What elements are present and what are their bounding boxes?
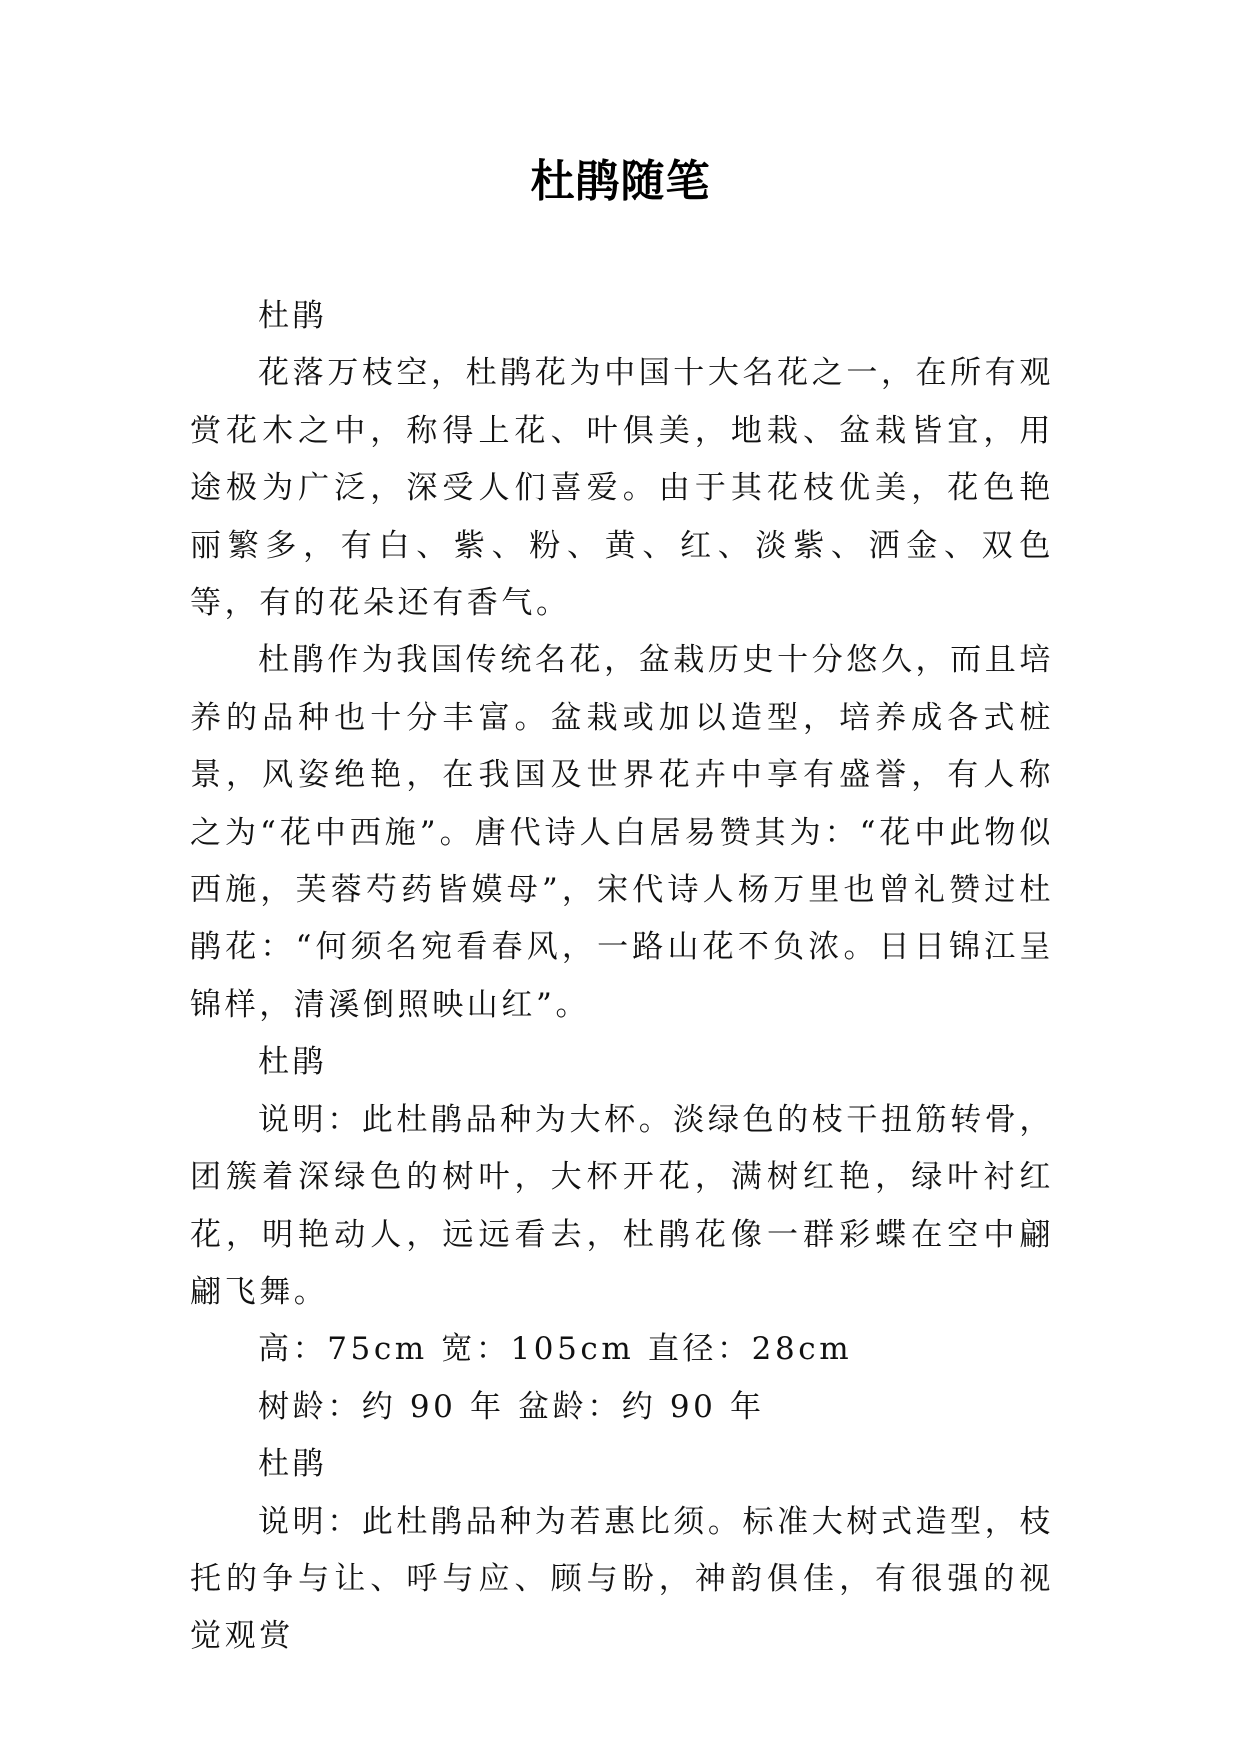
section-heading: 杜鹃 [258,298,328,334]
document-body [190,288,1054,1666]
description-paragraph: 说明：此杜鹃品种为大杯。淡绿色的枝干扭筋转骨，团簇着深绿色的树叶，大杯开花，满树红艳，绿叶衬红花，明艳动人，远远看去，杜鹃花像一群彩蝶在空中翩翩飞舞。 [190,1101,1054,1310]
history-paragraph: 杜鹃作为我国传统名花，盆栽历史十分悠久，而且培养的品种也十分丰富。盆栽或加以造型，培养成各式桩景，风姿绝艳，在我国及世界花卉中享有盛誉，有人称之为“花中西施”。唐代诗人白居易赞其为：“花中此物似西施，芙蓉芍药皆嫫母”，宋代诗人杨万里也曾礼赞过杜鹃花：“何须名宛看春风，一路山花不负浓。日日锦江呈锦样，清溪倒照映山红”。 [190,642,1054,1023]
document-title: 杜鹃随笔 [530,156,711,207]
section-heading: 杜鹃 [258,1044,328,1081]
section-heading: 杜鹃 [258,1446,328,1483]
age-line: 树龄：约 90 年 盆龄：约 90 年 [258,1388,765,1425]
intro-paragraph: 花落万枝空，杜鹃花为中国十大名花之一，在所有观赏花木之中，称得上花、叶俱美，地栽、盆栽皆宜，用途极为广泛，深受人们喜爱。由于其花枝优美，花色艳丽繁多，有白、紫、粉、黄、红、淡紫、洒金、双色等，有的花朵还有香气。 [190,355,1054,622]
description-paragraph: 说明：此杜鹃品种为若惠比须。标准大树式造型，枝托的争与让、呼与应、顾与盼，神韵俱佳，有很强的视觉观赏 [190,1503,1054,1655]
dimensions-line: 高：75cm 宽：105cm 直径：28cm [258,1331,853,1368]
